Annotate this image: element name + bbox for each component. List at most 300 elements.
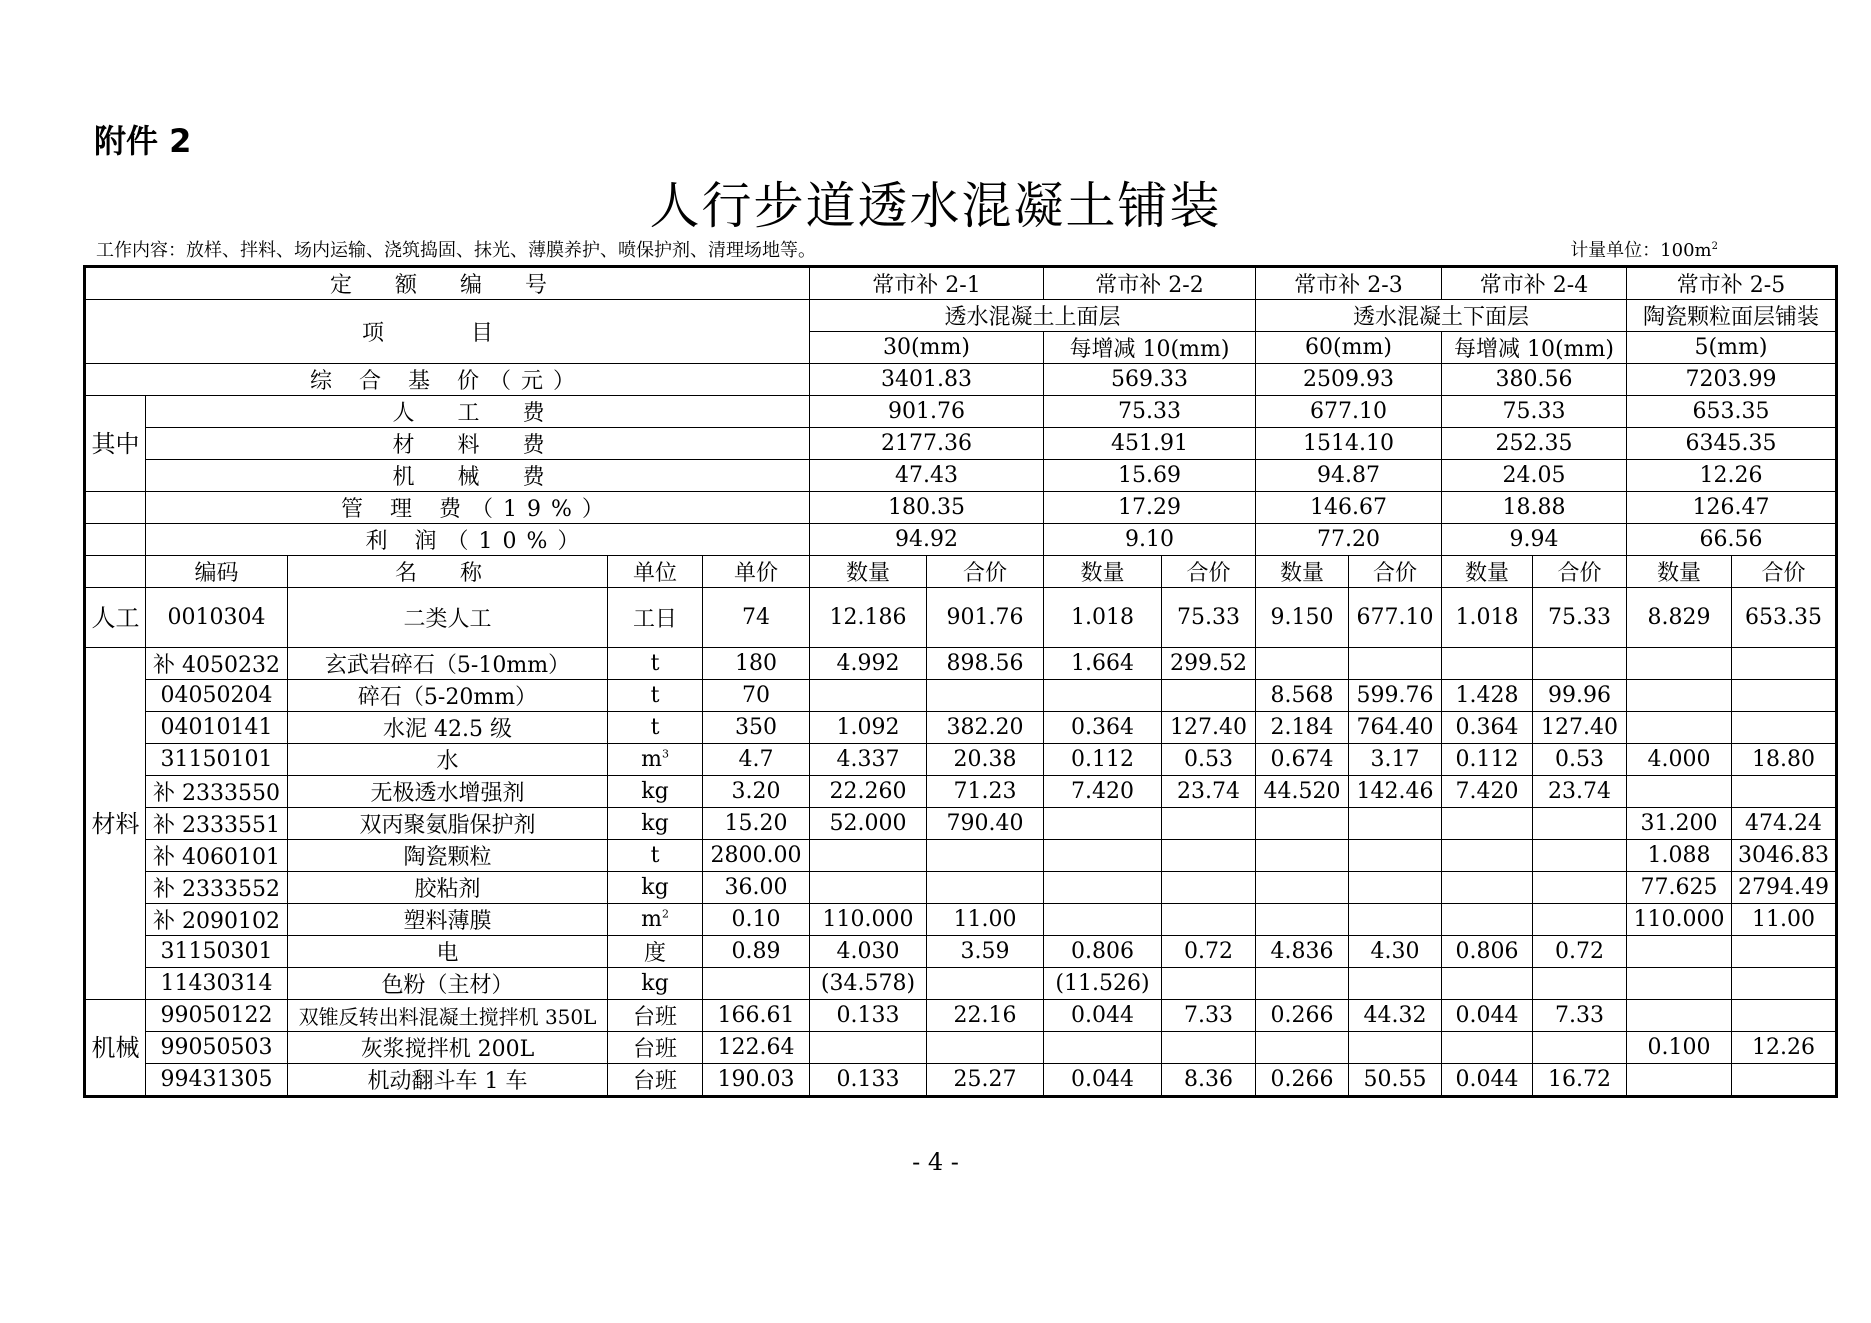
material-row [85,872,1837,904]
labor-category: 人工 [85,588,146,648]
qty-value [1044,808,1162,840]
item-unit [608,1000,703,1032]
item-unit [608,968,703,1000]
item-price: 4.7 [703,744,810,776]
labor-fee-row [85,396,1837,428]
qty-value: 7.420 [1442,776,1533,808]
item-unit [608,712,703,744]
unit-text: t [650,715,660,740]
labor-fee-value: 75.33 [1442,396,1627,428]
material-fee-value: 252.35 [1442,428,1627,460]
item-unit [608,808,703,840]
qty-value [1256,648,1349,680]
qty-value [1627,648,1732,680]
qty-value: 1.018 [1044,588,1162,648]
machine-row [85,1032,1837,1064]
qty-value [810,1032,927,1064]
quota-table [83,265,1838,1098]
mgmt-fee-value: 180.35 [810,492,1044,524]
amount-value [1349,808,1442,840]
quota-code: 常市补 2-2 [1044,267,1256,300]
amount-value [1349,872,1442,904]
amount-value: 382.20 [927,712,1044,744]
amount-value [1533,648,1627,680]
amount-value: 7.33 [1533,1000,1627,1032]
item-code: 补 2333551 [146,808,288,840]
amount-value: 653.35 [1732,588,1837,648]
of-which-label: 其中 [85,396,146,492]
spec-cell: 每增减 10(mm) [1044,332,1256,364]
amount-value: 23.74 [1162,776,1256,808]
machine-fee-row [85,460,1837,492]
header-amount: 合价 [1349,556,1442,588]
qty-value [1256,1032,1349,1064]
qty-value: 9.150 [1256,588,1349,648]
qty-value [810,680,927,712]
item-code: 99050503 [146,1032,288,1064]
item-unit [608,872,703,904]
item-name: 碎石（5-20mm） [288,680,608,712]
item-price: 36.00 [703,872,810,904]
amount-value: 71.23 [927,776,1044,808]
qty-value [1627,776,1732,808]
amount-value [927,968,1044,1000]
amount-value [1349,904,1442,936]
qty-value: 4.992 [810,648,927,680]
item-name: 机动翻斗车 1 车 [288,1064,608,1097]
qty-value: 0.133 [810,1064,927,1097]
qty-value [1044,904,1162,936]
header-amount: 合价 [1533,556,1627,588]
material-row [85,712,1837,744]
blank-cell [85,556,146,588]
qty-value [1044,872,1162,904]
base-price-row [85,364,1837,396]
material-fee-row [85,428,1837,460]
qty-value: 12.186 [810,588,927,648]
unit-text: m [641,907,662,932]
unit-text: kg [641,811,669,836]
item-code: 99431305 [146,1064,288,1097]
amount-value: 44.32 [1349,1000,1442,1032]
material-row [85,744,1837,776]
qty-value: 52.000 [810,808,927,840]
amount-value: 599.76 [1349,680,1442,712]
item-price: 0.10 [703,904,810,936]
item-unit [608,588,703,648]
base-price-value: 2509.93 [1256,364,1442,396]
qty-value: 0.044 [1442,1000,1533,1032]
profit-value: 9.94 [1442,524,1627,556]
item-code: 04050204 [146,680,288,712]
amount-value [1533,968,1627,1000]
header-amount: 合价 [927,556,1044,588]
qty-value: 0.100 [1627,1032,1732,1064]
unit-text: t [650,843,660,868]
amount-value: 299.52 [1162,648,1256,680]
item-unit [608,936,703,968]
amount-value [1732,968,1837,1000]
amount-value [1732,680,1837,712]
qty-value: (11.526) [1044,968,1162,1000]
item-price: 70 [703,680,810,712]
unit-superscript: 2 [661,907,669,921]
unit-text: 台班 [632,1005,677,1030]
amount-value: 790.40 [927,808,1044,840]
amount-value: 12.26 [1732,1032,1837,1064]
measurement-unit: 计量单位：$100m^2$ [1570,240,1718,261]
amount-value [927,1032,1044,1064]
unit-text: t [650,651,660,676]
qty-value: 8.568 [1256,680,1349,712]
header-amount: 合价 [1732,556,1837,588]
unit-text: 度 [643,941,666,966]
group-header: 陶瓷颗粒面层铺装 [1627,300,1837,332]
material-row [85,968,1837,1000]
machine-fee-value: 12.26 [1627,460,1837,492]
base-price-value: 3401.83 [810,364,1044,396]
qty-value [1627,712,1732,744]
item-code: 补 4050232 [146,648,288,680]
unit-text: kg [641,971,669,996]
amount-value [1162,840,1256,872]
header-qty: 数量 [1627,556,1732,588]
item-price [703,968,810,1000]
amount-value: 8.36 [1162,1064,1256,1097]
header-qty: 数量 [1256,556,1349,588]
amount-value: 25.27 [927,1064,1044,1097]
qty-value [1627,680,1732,712]
item-price: 122.64 [703,1032,810,1064]
amount-value [1349,648,1442,680]
item-name: 玄武岩碎石（5-10mm） [288,648,608,680]
item-code: 0010304 [146,588,288,648]
base-price-value: 7203.99 [1627,364,1837,396]
item-code: 99050122 [146,1000,288,1032]
unit-text: 台班 [632,1037,677,1062]
labor-fee-label: 人 工 费 [146,396,810,428]
qty-value [1442,904,1533,936]
material-row [85,936,1837,968]
amount-value [1162,904,1256,936]
machine-row [85,1000,1837,1032]
quota-code-label: 定 额 编 号 [85,267,810,300]
qty-value [1044,680,1162,712]
amount-value [1732,648,1837,680]
unit-text: m [641,747,662,772]
item-name: 双锥反转出料混凝土搅拌机 350L [288,1000,608,1032]
header-code: 编码 [146,556,288,588]
qty-value: 4.836 [1256,936,1349,968]
amount-value [1533,808,1627,840]
qty-value: 0.806 [1442,936,1533,968]
amount-value: 3.17 [1349,744,1442,776]
amount-value [1162,808,1256,840]
qty-value: 1.088 [1627,840,1732,872]
amount-value: 75.33 [1533,588,1627,648]
qty-value: 1.428 [1442,680,1533,712]
page-title: 人行步道透水混凝土铺装 [649,177,1222,235]
qty-value: 2.184 [1256,712,1349,744]
labor-fee-value: 653.35 [1627,396,1837,428]
page-number: - 4 - [912,1148,959,1176]
profit-value: 77.20 [1256,524,1442,556]
qty-value [1627,968,1732,1000]
qty-value: 1.092 [810,712,927,744]
spec-cell: 每增减 10(mm) [1442,332,1627,364]
profit-value: 94.92 [810,524,1044,556]
mgmt-fee-value: 146.67 [1256,492,1442,524]
qty-value [810,840,927,872]
item-unit [608,1032,703,1064]
qty-value [1044,840,1162,872]
amount-value: 99.96 [1533,680,1627,712]
qty-value: 0.044 [1044,1064,1162,1097]
unit-text: 工日 [632,607,677,632]
amount-value: 4.30 [1349,936,1442,968]
amount-value [927,840,1044,872]
item-price: 350 [703,712,810,744]
item-unit [608,680,703,712]
material-row [85,840,1837,872]
amount-value: 127.40 [1533,712,1627,744]
labor-fee-value: 901.76 [810,396,1044,428]
group-header: 透水混凝土上面层 [810,300,1256,332]
header-price: 单价 [703,556,810,588]
qty-value [1627,936,1732,968]
item-code: 31150101 [146,744,288,776]
item-name: 电 [288,936,608,968]
qty-value [1442,808,1533,840]
material-fee-label: 材 料 费 [146,428,810,460]
amount-value: 3046.83 [1732,840,1837,872]
quota-code: 常市补 2-3 [1256,267,1442,300]
amount-value: 0.53 [1162,744,1256,776]
qty-value [1442,872,1533,904]
blank-cell [85,492,146,524]
machine-fee-value: 47.43 [810,460,1044,492]
item-price: 15.20 [703,808,810,840]
unit-text: kg [641,779,669,804]
item-code: 04010141 [146,712,288,744]
amount-value: 50.55 [1349,1064,1442,1097]
machine-fee-label: 机 械 费 [146,460,810,492]
item-unit [608,744,703,776]
material-fee-value: 2177.36 [810,428,1044,460]
amount-value [1732,776,1837,808]
item-name: 灰浆搅拌机 200L [288,1032,608,1064]
amount-value: 764.40 [1349,712,1442,744]
qty-value [1256,808,1349,840]
amount-value [1349,840,1442,872]
qty-value [1442,840,1533,872]
amount-value [1732,712,1837,744]
item-unit [608,776,703,808]
amount-value: 0.72 [1162,936,1256,968]
amount-value: 75.33 [1162,588,1256,648]
profit-label: 利 润（10%） [146,524,810,556]
qty-value: 0.266 [1256,1064,1349,1097]
spec-cell: 60(mm) [1256,332,1442,364]
item-code: 31150301 [146,936,288,968]
amount-value: 22.16 [927,1000,1044,1032]
material-fee-value: 1514.10 [1256,428,1442,460]
amount-value [1533,872,1627,904]
quota-code: 常市补 2-1 [810,267,1044,300]
item-price: 74 [703,588,810,648]
qty-value: 110.000 [810,904,927,936]
qty-value [810,872,927,904]
amount-value [1162,872,1256,904]
material-fee-value: 6345.35 [1627,428,1837,460]
header-qty: 数量 [810,556,927,588]
base-price-value: 569.33 [1044,364,1256,396]
qty-value [1256,872,1349,904]
amount-value [1732,936,1837,968]
qty-value [1442,968,1533,1000]
qty-value [1627,1064,1732,1097]
attachment-label: 附件 2 [94,122,192,160]
profit-row [85,524,1837,556]
base-price-label: 综 合 基 价（元） [85,364,810,396]
item-code: 补 2333552 [146,872,288,904]
group-row [85,300,1837,332]
amount-value [1732,1000,1837,1032]
header-amount: 合价 [1162,556,1256,588]
amount-value [1533,840,1627,872]
qty-value: 0.112 [1044,744,1162,776]
amount-value [1162,680,1256,712]
mgmt-fee-value: 126.47 [1627,492,1837,524]
item-price: 3.20 [703,776,810,808]
amount-value: 23.74 [1533,776,1627,808]
item-name: 水 [288,744,608,776]
qty-value: 7.420 [1044,776,1162,808]
header-unit: 单位 [608,556,703,588]
amount-value: 18.80 [1732,744,1837,776]
qty-value: 8.829 [1627,588,1732,648]
quota-code: 常市补 2-4 [1442,267,1627,300]
amount-value: 142.46 [1349,776,1442,808]
blank-cell [85,524,146,556]
qty-value: 44.520 [1256,776,1349,808]
qty-value: 4.000 [1627,744,1732,776]
amount-value: 0.53 [1533,744,1627,776]
item-unit [608,840,703,872]
labor-fee-value: 75.33 [1044,396,1256,428]
amount-value: 474.24 [1732,808,1837,840]
amount-value: 11.00 [927,904,1044,936]
header-qty: 数量 [1442,556,1533,588]
unit-text: t [650,683,660,708]
item-name: 胶粘剂 [288,872,608,904]
qty-value [1044,1032,1162,1064]
unit-text: 台班 [632,1069,677,1094]
qty-value: 4.337 [810,744,927,776]
amount-value [927,872,1044,904]
mgmt-fee-value: 17.29 [1044,492,1256,524]
qty-value: 0.674 [1256,744,1349,776]
amount-value [1349,968,1442,1000]
material-fee-value: 451.91 [1044,428,1256,460]
qty-value [1442,1032,1533,1064]
header-qty: 数量 [1044,556,1162,588]
header-name: 名 称 [288,556,608,588]
amount-value: 127.40 [1162,712,1256,744]
quota-code: 常市补 2-5 [1627,267,1837,300]
item-name: 陶瓷颗粒 [288,840,608,872]
amount-value [1732,1064,1837,1097]
unit-superscript: 3 [661,747,669,761]
item-unit [608,904,703,936]
material-row [85,808,1837,840]
item-name: 色粉（主材） [288,968,608,1000]
item-name: 塑料薄膜 [288,904,608,936]
qty-value: 77.625 [1627,872,1732,904]
material-row [85,776,1837,808]
labor-row [85,588,1837,648]
qty-value [1256,904,1349,936]
amount-value: 2794.49 [1732,872,1837,904]
qty-value: 31.200 [1627,808,1732,840]
qty-value: 0.364 [1442,712,1533,744]
amount-value [1162,1032,1256,1064]
amount-value: 677.10 [1349,588,1442,648]
qty-value: 1.018 [1442,588,1533,648]
qty-value: 1.664 [1044,648,1162,680]
qty-value: 0.266 [1256,1000,1349,1032]
work-content: 工作内容：放样、拌料、场内运输、浇筑捣固、抹光、薄膜养护、喷保护剂、清理场地等。 [96,240,816,261]
amount-value: 901.76 [927,588,1044,648]
base-price-value: 380.56 [1442,364,1627,396]
qty-value [1627,1000,1732,1032]
item-name: 双丙聚氨脂保护剂 [288,808,608,840]
spec-cell: 5(mm) [1627,332,1837,364]
qty-value: 0.044 [1442,1064,1533,1097]
item-unit [608,1064,703,1097]
mgmt-fee-row [85,492,1837,524]
amount-value: 3.59 [927,936,1044,968]
amount-value [1349,1032,1442,1064]
profit-value: 9.10 [1044,524,1256,556]
amount-value: 7.33 [1162,1000,1256,1032]
unit-text: kg [641,875,669,900]
group-header: 透水混凝土下面层 [1256,300,1627,332]
item-price: 2800.00 [703,840,810,872]
qty-value: 22.260 [810,776,927,808]
labor-fee-value: 677.10 [1256,396,1442,428]
material-category: 材料 [85,648,146,1000]
item-price: 0.89 [703,936,810,968]
item-price: 190.03 [703,1064,810,1097]
amount-value [927,680,1044,712]
machine-fee-value: 94.87 [1256,460,1442,492]
item-code: 11430314 [146,968,288,1000]
qty-value [1256,840,1349,872]
spec-cell: 30(mm) [810,332,1044,364]
amount-value [1533,1032,1627,1064]
machine-fee-value: 24.05 [1442,460,1627,492]
qty-value [1256,968,1349,1000]
qty-value: 0.364 [1044,712,1162,744]
amount-value [1162,968,1256,1000]
item-price: 180 [703,648,810,680]
machine-category: 机械 [85,1000,146,1097]
item-price: 166.61 [703,1000,810,1032]
item-code: 补 2333550 [146,776,288,808]
mgmt-fee-value: 18.88 [1442,492,1627,524]
mgmt-fee-label: 管 理 费（19%） [146,492,810,524]
